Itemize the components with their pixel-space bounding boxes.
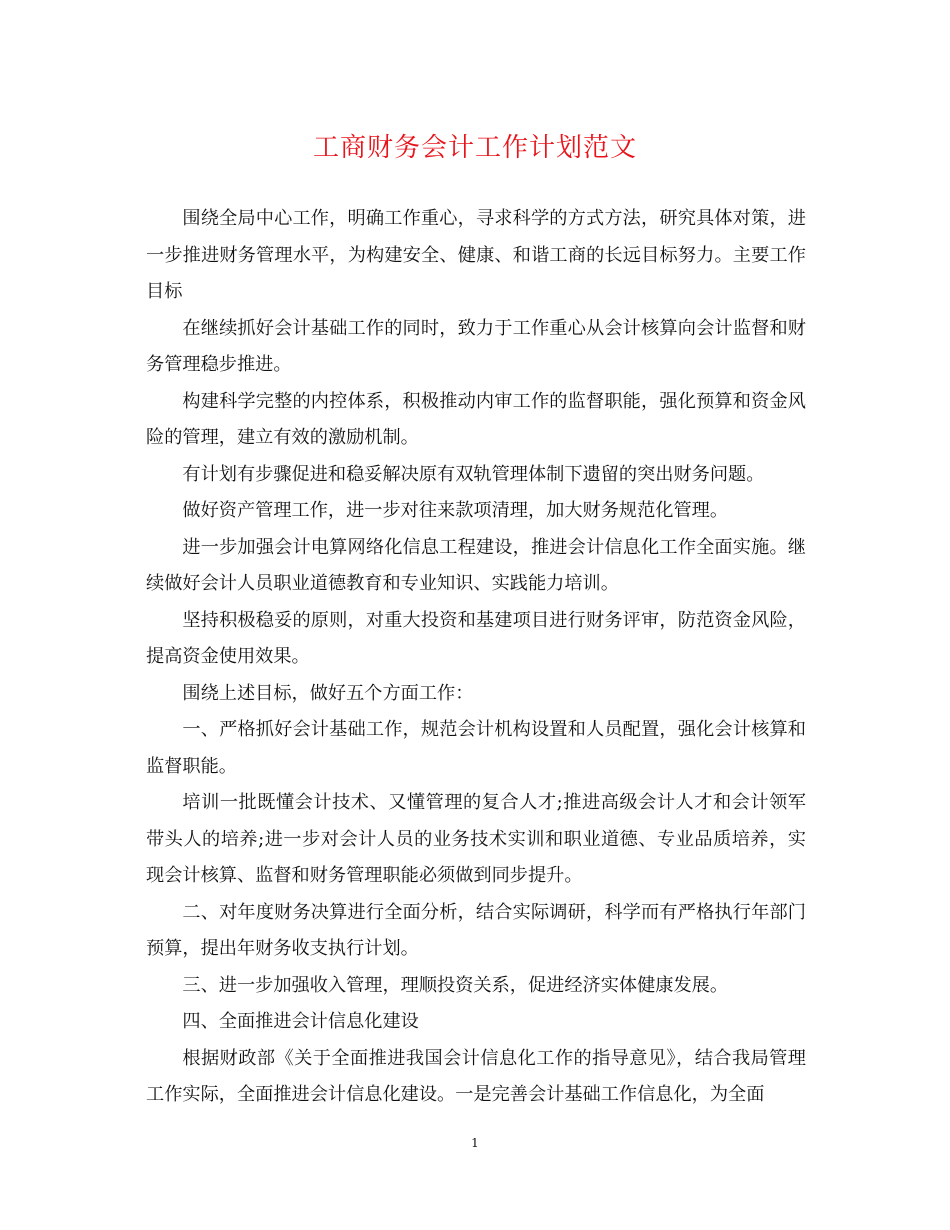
document-body [146,201,806,1114]
paragraph-section-3: 三、进一步加强收入管理，理顺投资关系，促进经济实体健康发展。 [182,974,729,996]
document-title: 工商财务会计工作计划范文 [312,133,637,163]
paragraph-training: 培训一批既懂会计技术、又懂管理的复合人才;推进高级会计人才和会计领军带头人的培养;进一步对会计人员的业务技术实训和职业道德、专业品质培养，实现会计核算、监督和财务管理职能必须做到同步提升。 [146,792,806,886]
paragraph-goal-4: 做好资产管理工作，进一步对往来款项清理，加大财务规范化管理。 [182,500,729,521]
paragraph-goal-2: 构建科学完整的内控体系，积极推动内审工作的监督职能，强化预算和资金风险的管理，建立有效的激励机制。 [146,390,806,448]
paragraph-section-1: 一、严格抓好会计基础工作，规范会计机构设置和人员配置，强化会计核算和监督职能。 [146,719,806,777]
paragraph-intro: 围绕全局中心工作，明确工作重心，寻求科学的方式方法，研究具体对策，进一步推进财务管理水平，为构建安全、健康、和谐工商的长远目标努力。主要工作目标 [146,208,806,302]
page-number: 1 [471,1136,479,1150]
paragraph-goal-5: 进一步加强会计电算网络化信息工程建设，推进会计信息化工作全面实施。继续做好会计人员职业道德教育和专业知识、实践能力培训。 [146,536,806,594]
paragraph-five-aspects: 围绕上述目标，做好五个方面工作： [182,682,474,704]
paragraph-section-2: 二、对年度财务决算进行全面分析，结合实际调研，科学而有严格执行年部门预算，提出年财务收支执行计划。 [146,901,806,959]
paragraph-goal-3: 有计划有步骤促进和稳妥解决原有双轨管理体制下遗留的突出财务问题。 [182,463,765,485]
paragraph-informatization: 根据财政部《关于全面推进我国会计信息化工作的指导意见》，结合我局管理工作实际，全面推进会计信息化建设。一是完善会计基础工作信息化，为全面 [146,1047,806,1105]
paragraph-section-4: 四、全面推进会计信息化建设 [182,1011,419,1032]
paragraph-goal-6: 坚持积极稳妥的原则，对重大投资和基建项目进行财务评审，防范资金风险，提高资金使用效果。 [146,609,806,667]
paragraph-goal-1: 在继续抓好会计基础工作的同时，致力于工作重心从会计核算向会计监督和财务管理稳步推进。 [146,317,806,375]
